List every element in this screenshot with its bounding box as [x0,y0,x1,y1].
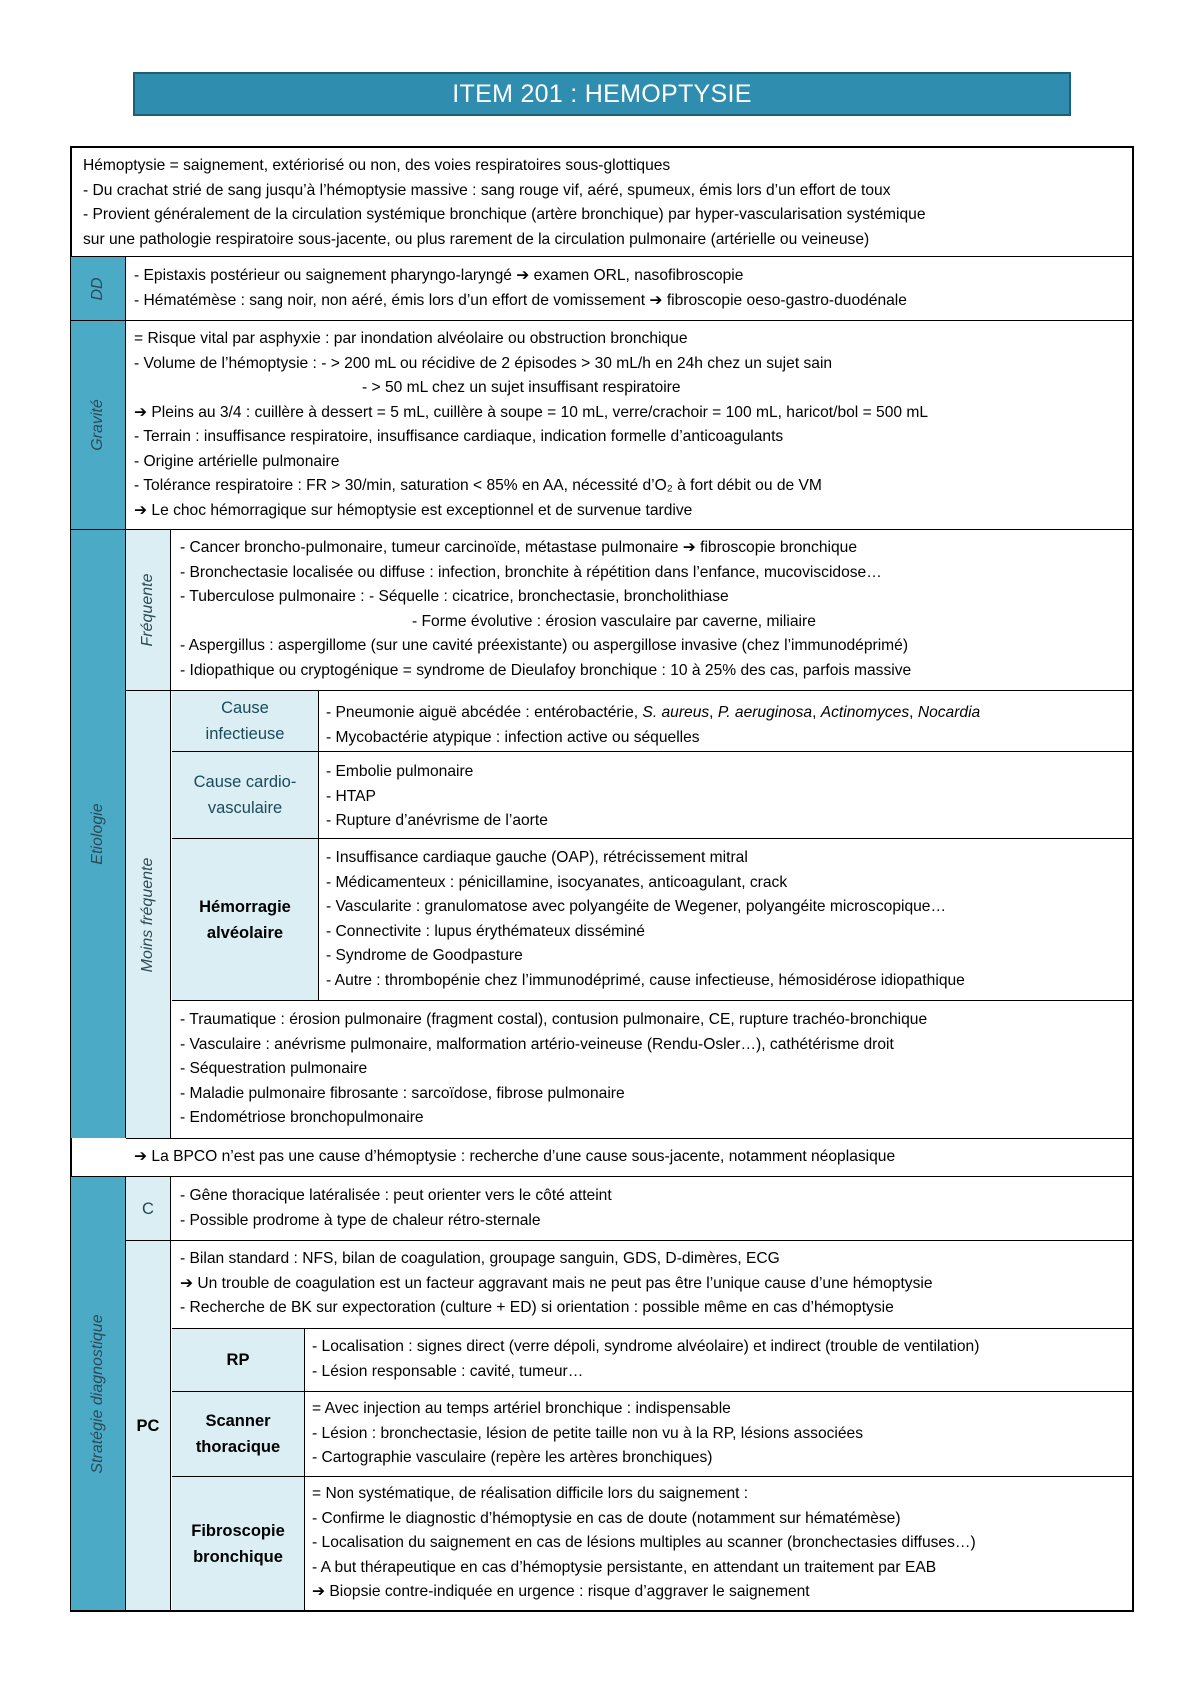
frequente-line: - Tuberculose pulmonaire : - Séquelle : cicatrice, bronchectasie, broncholithiase [180,588,729,605]
infectieuse-line: - Pneumonie aiguë abcédée : entérobactérie, S. aureus, P. aeruginosa, Actinomyces, Nocardia [326,704,981,721]
cardio-line: - Embolie pulmonaire [326,763,474,780]
etiologie-label: Etiologie [89,803,106,865]
fibroscopie-label: Fibroscopie bronchique [172,1477,305,1610]
fibroscopie-content [312,1482,976,1605]
frequente-label-cell [126,530,171,690]
rp-content [312,1335,979,1384]
bpco-line: ➔ La BPCO n’est pas une cause d’hémoptysie : recherche d’une cause sous-jacente, notamment néoplasique [134,1148,896,1165]
definition-line: sur une pathologie respiratoire sous-jacente, ou plus rarement de la circulation pulmonaire (artérielle ou veineuse) [83,230,870,248]
rp-line: - Localisation : signes direct (verre dépoli, syndrome alvéolaire) et indirect (trouble de ventilation) [312,1338,980,1355]
definition-line: - Provient généralement de la circulation systémique bronchique (artère bronchique) par hyper-vascularisation systémique [83,206,926,223]
fibroscopie-line: - Confirme le diagnostic d’hémoptysie en cas de doute (notamment sur hématémèse) [312,1509,901,1527]
cause-cardio-label: Cause cardio-vasculaire [172,752,319,838]
rp-label: RP [172,1329,305,1391]
autres-line: - Vasculaire : anévrisme pulmonaire, malformation artério-veineuse (Rendu-Osler…), cathétérisme droit [180,1035,894,1053]
gravite-line: ➔ Le choc hémorragique sur hémoptysie est exceptionnel et de survenue tardive [134,501,693,519]
cause-infectieuse-label: Cause infectieuse [172,691,319,751]
dd-label-cell [71,257,126,320]
hemorragie-line: - Médicamenteux : pénicillamine, isocyanates, anticoagulant, crack [326,873,788,891]
scanner-line: - Cartographie vasculaire (repère les artères bronchiques) [312,1449,713,1466]
bilan-line: - Recherche de BK sur expectoration (culture + ED) si orientation : possible même en cas d’hémoptysie [180,1299,894,1316]
definition-line: Hémoptysie = saignement, extériorisé ou non, des voies respiratoires sous-glottiques [83,157,671,174]
autres-line: - Traumatique : érosion pulmonaire (fragment costal), contusion pulmonaire, CE, rupture trachéo-bronchique [180,1011,928,1028]
strategie-label-cell [71,1177,126,1610]
c-label: C [126,1177,171,1240]
frequente-line: - Bronchectasie localisée ou diffuse : infection, bronchite à répétition dans l’enfance, mucoviscidose… [180,563,882,581]
scanner-label: Scanner thoracique [172,1392,305,1476]
pc-bilan-content [180,1247,933,1321]
c-line: - Gêne thoracique latéralisée : peut orienter vers le côté atteint [180,1187,612,1204]
scanner-line: = Avec injection au temps artériel bronchique : indispensable [312,1400,731,1417]
gravite-line [134,376,928,401]
cause-infectieuse-content [326,701,980,750]
scanner-content [312,1397,863,1471]
c-line: - Possible prodrome à type de chaleur rétro-sternale [180,1211,541,1229]
gravite-line: - Volume de l’hémoptysie : - > 200 mL ou récidive de 2 épisodes > 30 mL/h en 24h chez un sujet sain [134,354,833,372]
cardio-line: - Rupture d’anévrisme de l’aorte [326,812,548,829]
hemorragie-line: - Connectivite : lupus érythémateux disséminé [326,922,645,940]
frequente-line: - Cancer broncho-pulmonaire, tumeur carcinoïde, métastase pulmonaire ➔ fibroscopie bronchique [180,539,858,556]
rp-line: - Lésion responsable : cavité, tumeur… [312,1362,584,1380]
frequente-line: - Idiopathique ou cryptogénique = syndrome de Dieulafoy bronchique : 10 à 25% des cas, parfois massive [180,661,912,679]
gravite-line: - Terrain : insuffisance respiratoire, insuffisance cardiaque, indication formelle d’anticoagulants [134,428,784,445]
frequente-content [180,536,911,683]
dd-label: DD [89,276,106,301]
infectieuse-line: - Mycobactérie atypique : infection active ou séquelles [326,728,700,746]
dd-line: - Hématémèse : sang noir, non aéré, émis lors d’un effort de vomissement ➔ fibroscopie oeso-gastro-duodénale [134,291,907,309]
hemorragie-line: - Syndrome de Goodpasture [326,947,523,964]
bilan-line: - Bilan standard : NFS, bilan de coagulation, groupage sanguin, GDS, D-dimères, ECG [180,1250,780,1267]
gravite-label-cell [71,321,126,529]
moins-frequente-label: Moins fréquente [139,857,156,972]
scanner-line: - Lésion : bronchectasie, lésion de petite taille non vu à la RP, lésions associées [312,1424,864,1442]
autres-line: - Séquestration pulmonaire [180,1060,368,1077]
hemorragie-label: Hémorragie alvéolaire [172,839,319,1000]
bpco-note [134,1145,895,1170]
fibroscopie-line: - A but thérapeutique en cas d’hémoptysie persistante, en attendant un traitement par EAB [312,1558,937,1576]
frequente-subline: - Forme évolutive : érosion vasculaire par caverne, miliaire [412,612,816,630]
autres-line: - Endométriose bronchopulmonaire [180,1109,424,1126]
strategie-label: Stratégie diagnostique [89,1313,106,1474]
gravite-subline: - > 50 mL chez un sujet insuffisant respiratoire [362,379,681,396]
etiologie-label-cell [71,530,126,1138]
gravite-line: - Origine artérielle pulmonaire [134,452,340,470]
gravite-line: - Tolérance respiratoire : FR > 30/min, saturation < 85% en AA, nécessité d’O₂ à fort débit ou de VM [134,477,822,494]
fibroscopie-line: ➔ Biopsie contre-indiquée en urgence : risque d’aggraver le saignement [312,1583,810,1600]
fibroscopie-line: = Non systématique, de réalisation difficile lors du saignement : [312,1485,749,1502]
frequente-label: Fréquente [139,573,156,647]
definition-line: - Du crachat strié de sang jusqu’à l’hémoptysie massive : sang rouge vif, aéré, spumeux, émis lors d’un effort de toux [83,181,891,199]
gravite-content [134,327,928,523]
c-content [180,1184,612,1233]
bilan-line: ➔ Un trouble de coagulation est un facteur aggravant mais ne peut pas être l’unique cause d’une hémoptysie [180,1274,933,1292]
hemorragie-line: - Insuffisance cardiaque gauche (OAP), rétrécissement mitral [326,849,748,866]
dd-line: - Epistaxis postérieur ou saignement pharyngo-laryngé ➔ examen ORL, nasofibroscopie [134,267,744,284]
gravite-line: ➔ Pleins au 3/4 : cuillère à dessert = 5 mL, cuillère à soupe = 10 mL, verre/crachoir = 100 mL, haricot/bol = 500 mL [134,403,929,421]
frequente-line [180,610,911,635]
hemorragie-line: - Autre : thrombopénie chez l’immunodéprimé, cause infectieuse, hémosidérose idiopathique [326,971,965,989]
gravite-label: Gravité [89,399,106,451]
dd-content [134,264,907,313]
pc-label: PC [126,1241,171,1610]
gravite-line: = Risque vital par asphyxie : par inondation alvéolaire ou obstruction bronchique [134,330,688,347]
autres-line: - Maladie pulmonaire fibrosante : sarcoïdose, fibrose pulmonaire [180,1084,625,1102]
hemorragie-line: - Vascularite : granulomatose avec polyangéite de Wegener, polyangéite microscopique… [326,898,947,915]
cause-cardio-content [326,760,548,834]
autres-causes-content [180,1008,927,1131]
cardio-line: - HTAP [326,787,376,805]
frequente-line: - Aspergillus : aspergillome (sur une cavité préexistante) ou aspergillose invasive (chez l’immunodéprimé) [180,637,909,654]
fibroscopie-line: - Localisation du saignement en cas de lésions multiples au scanner (bronchectasies diffuses…) [312,1534,976,1551]
hemorragie-content [326,846,965,993]
moins-frequente-label-cell [126,691,171,1138]
page-title: ITEM 201 : HEMOPTYSIE [133,72,1071,116]
definition-block [83,154,926,252]
